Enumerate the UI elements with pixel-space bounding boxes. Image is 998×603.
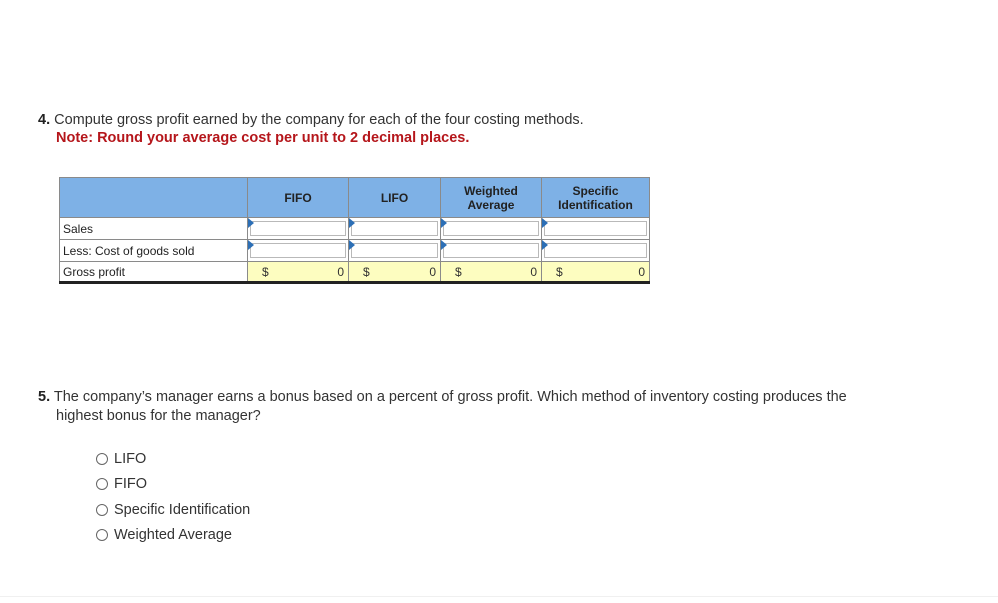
header-blank [60,178,248,218]
cogs-weighted-average-cell [441,240,542,262]
header-specific-identification [542,178,650,218]
cogs-fifo-input[interactable] [250,243,346,258]
cogs-fifo-cell [248,240,349,262]
question-5-text-line2: highest bonus for the manager? [56,408,261,424]
sales-fifo-input[interactable] [250,221,346,236]
option-specific-identification[interactable] [96,497,250,523]
gross-profit-lifo-value: 0 [429,265,436,279]
gross-profit-fifo [248,262,349,283]
header-lifo: LIFO [349,178,441,218]
option-weighted-average[interactable] [96,523,250,549]
radio-specific-identification[interactable] [96,504,108,516]
row-label-cogs: Less: Cost of goods sold [60,240,248,262]
gross-profit-table [59,177,650,284]
option-lifo[interactable] [96,446,250,472]
rounding-note: Note: Round your average cost per unit to 2 decimal places. [56,130,470,146]
option-fifo[interactable] [96,472,250,498]
option-specific-identification-label: Specific Identification [114,501,251,518]
header-weighted-average-text: Weighted Average [464,183,518,212]
radio-fifo[interactable] [96,478,108,490]
question-4-text: Compute gross profit earned by the company for each of the four costing methods. [54,112,584,128]
header-weighted-average [441,178,542,218]
sales-lifo-input[interactable] [351,221,438,236]
gross-profit-weighted-average-value: 0 [530,265,537,279]
cogs-specific-identification-cell [542,240,650,262]
radio-weighted-average[interactable] [96,529,108,541]
currency-symbol: $ [455,265,462,279]
answer-options [96,446,250,548]
table-row-gross-profit [60,262,650,283]
sales-weighted-average-input[interactable] [443,221,539,236]
question-5-prompt [38,388,958,426]
question-5-number: 5. [38,389,51,405]
row-label-gross-profit: Gross profit [60,262,248,283]
sales-fifo-cell [248,218,349,240]
question-5-text-line1: The company’s manager earns a bonus based on a percent of gross profit. Which method of inventory costing produces the [53,389,847,405]
cogs-weighted-average-input[interactable] [443,243,539,258]
gross-profit-lifo [349,262,441,283]
gross-profit-specific-identification-value: 0 [638,265,645,279]
table-row-cogs [60,240,650,262]
sales-specific-identification-input[interactable] [544,221,647,236]
option-weighted-average-label: Weighted Average [114,527,232,544]
gross-profit-specific-identification [542,262,650,283]
question-4-prompt [38,111,584,130]
table-header-row [60,178,650,218]
cogs-lifo-cell [349,240,441,262]
bottom-divider [0,596,998,597]
header-specific-identification-text: Specific Identification [558,183,633,212]
sales-lifo-cell [349,218,441,240]
sales-weighted-average-cell [441,218,542,240]
gross-profit-fifo-value: 0 [337,265,344,279]
header-fifo: FIFO [248,178,349,218]
cogs-lifo-input[interactable] [351,243,438,258]
option-fifo-label: FIFO [114,476,148,493]
option-lifo-label: LIFO [114,450,147,467]
radio-lifo[interactable] [96,453,108,465]
sales-specific-identification-cell [542,218,650,240]
question-4-number: 4. [38,112,51,128]
row-label-sales: Sales [60,218,248,240]
currency-symbol: $ [363,265,370,279]
currency-symbol: $ [556,265,563,279]
table-row-sales [60,218,650,240]
cogs-specific-identification-input[interactable] [544,243,647,258]
currency-symbol: $ [262,265,269,279]
gross-profit-weighted-average [441,262,542,283]
